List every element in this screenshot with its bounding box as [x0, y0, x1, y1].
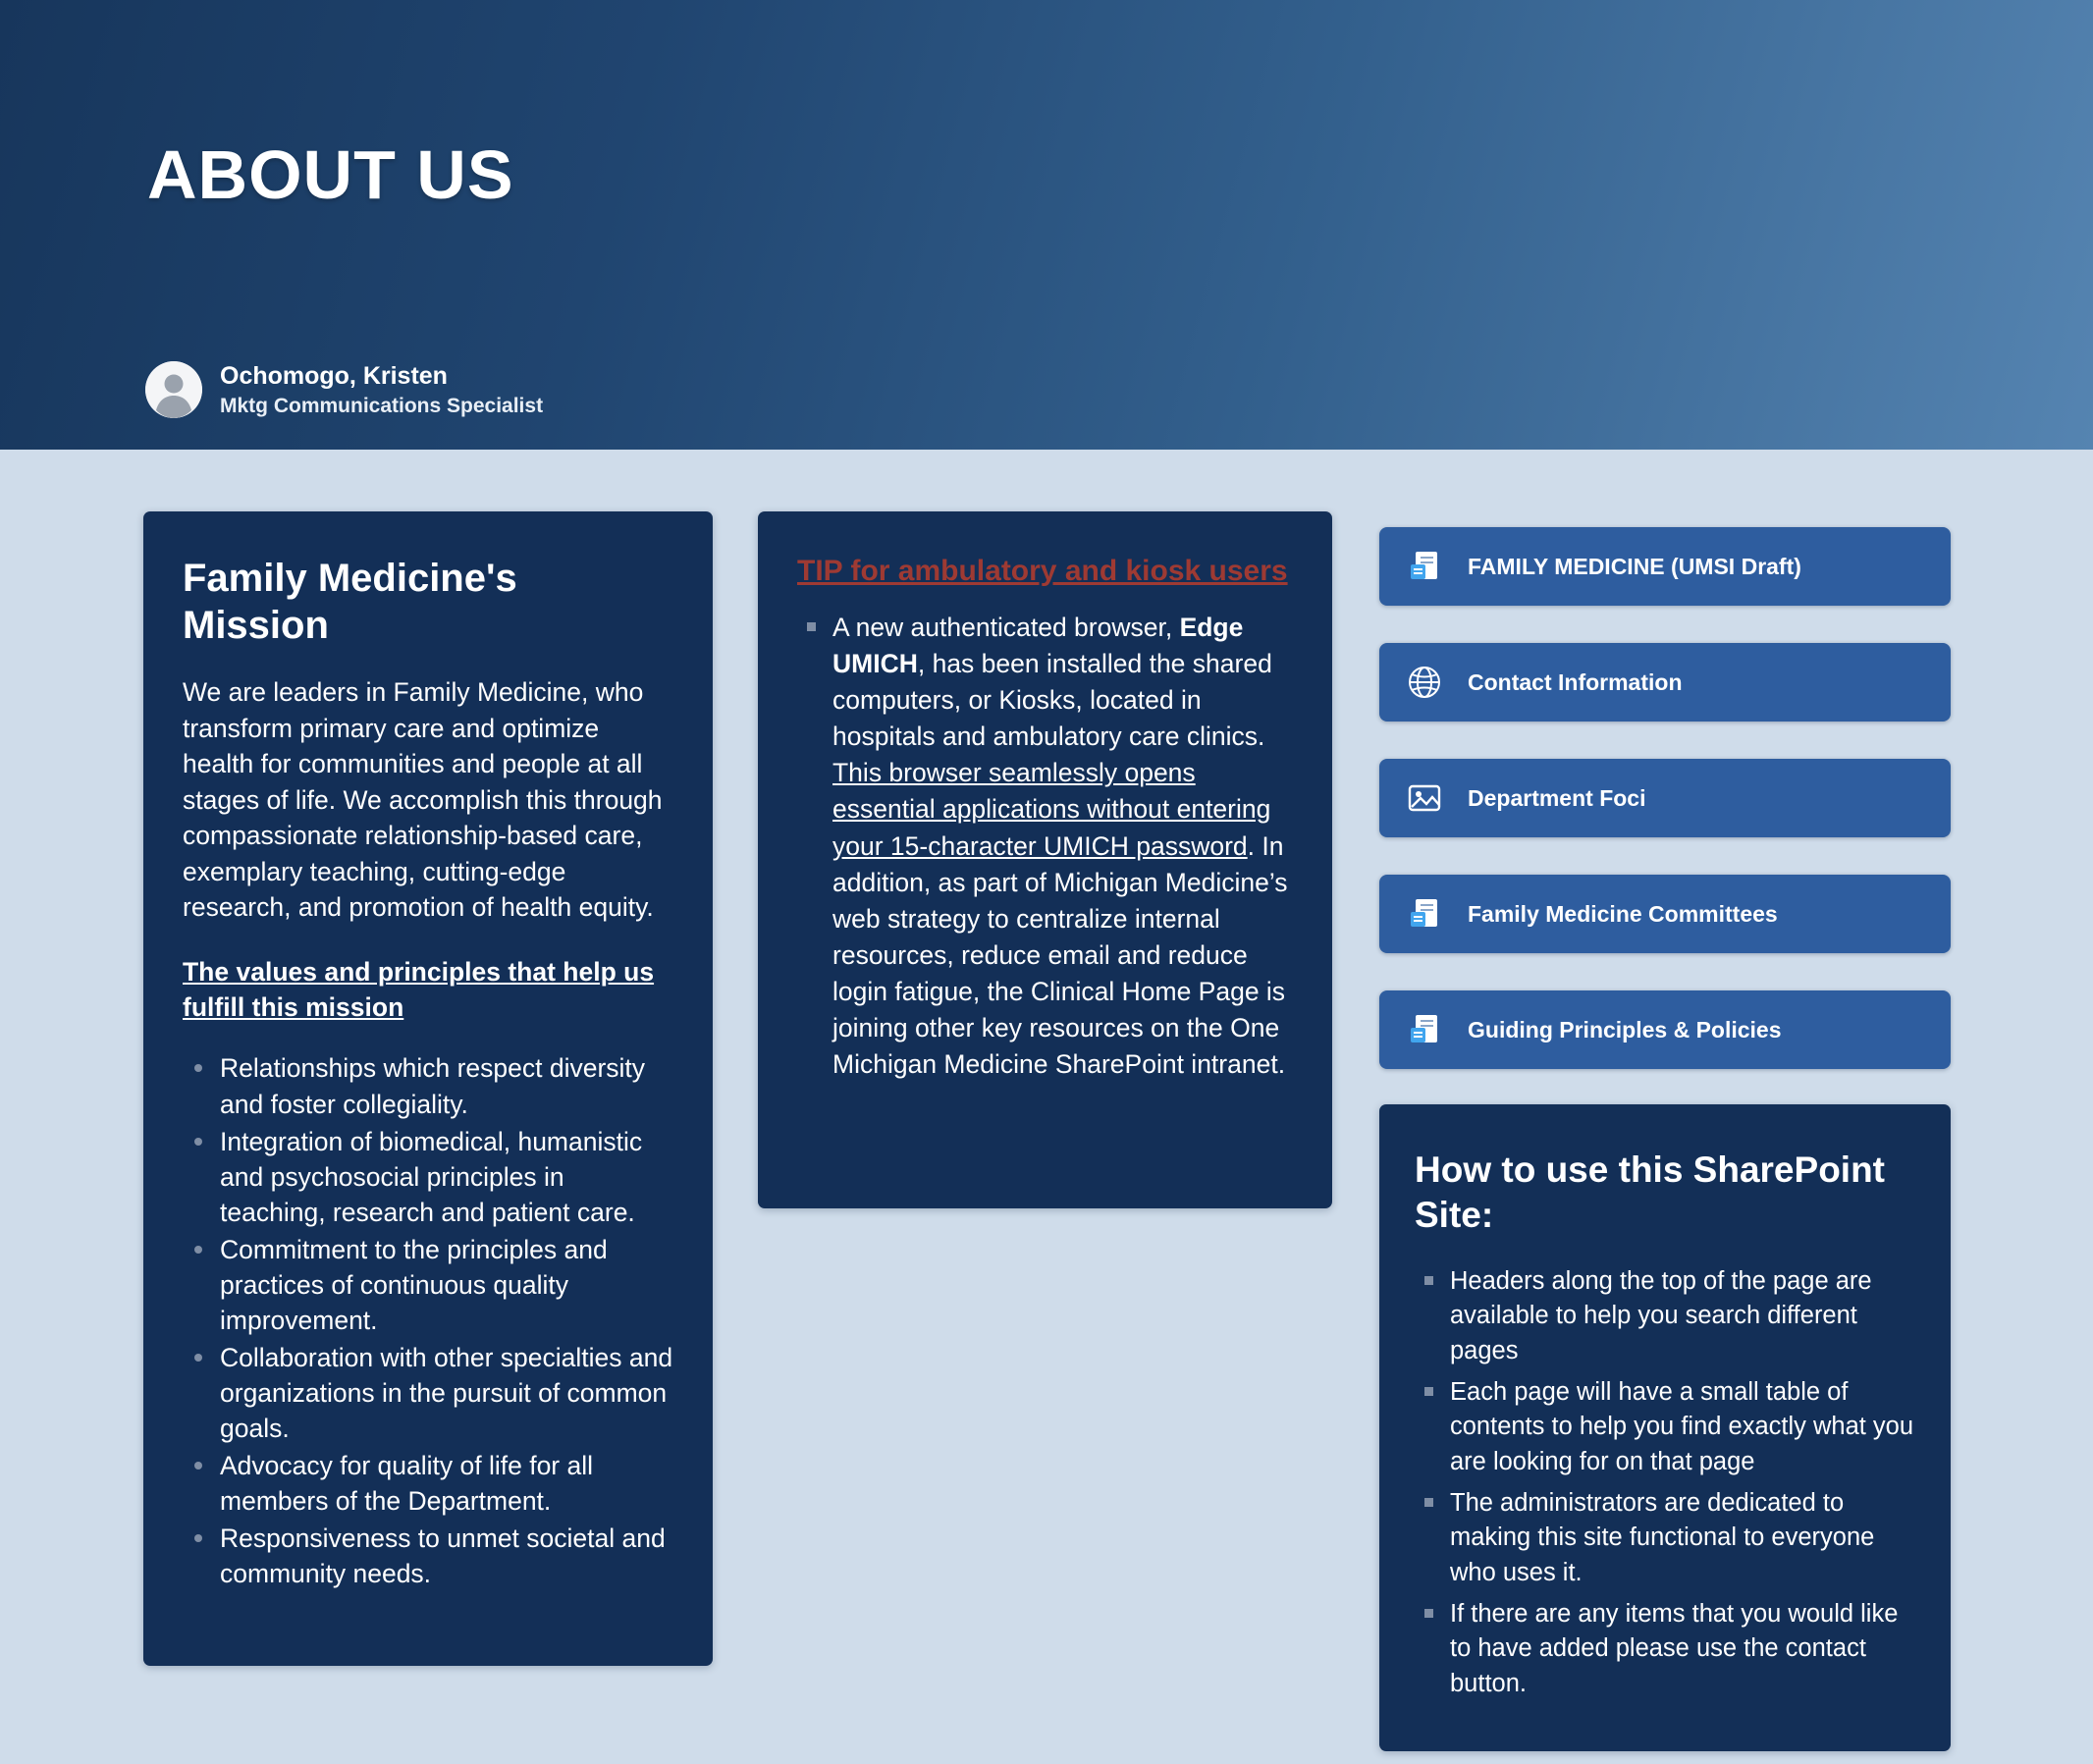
- author-byline[interactable]: [145, 361, 543, 418]
- quick-link-family-medicine-committees[interactable]: [1379, 875, 1951, 953]
- main-content: [0, 450, 2093, 1764]
- author-name: Ochomogo, Kristen: [220, 361, 448, 390]
- tip-bullet-list: [797, 610, 1293, 1083]
- list-item: Integration of biomedical, humanistic and psychosocial principles in teaching, research and patient care.: [187, 1124, 673, 1230]
- list-item: Relationships which respect diversity and foster collegiality.: [187, 1050, 673, 1121]
- quick-link-family-medicine-umsi-draft[interactable]: [1379, 527, 1951, 606]
- page-title: ABOUT US: [147, 136, 514, 213]
- mission-intro: We are leaders in Family Medicine, who transform primary care and optimize health for communities and people at all stages of life. We accomplish this through compassionate relationship-based care, exemplary teaching, cutting-edge research, and promotion of health equity.: [183, 677, 663, 923]
- list-item: Commitment to the principles and practices of continuous quality improvement.: [187, 1232, 673, 1338]
- quick-link-label: Family Medicine Committees: [1468, 900, 1778, 927]
- image-icon: [1405, 778, 1444, 818]
- list-item: Headers along the top of the page are available to help you search different pages: [1415, 1264, 1915, 1369]
- mission-bullet-list: [183, 1050, 673, 1590]
- author-role: Mktg Communications Specialist: [220, 394, 544, 417]
- tip-text-bold: Edge UMICH: [832, 613, 1244, 679]
- mission-title: Family Medicine's Mission: [183, 557, 517, 647]
- document-icon: [1405, 1010, 1444, 1049]
- tip-text-mid: , has been installed the shared computers, or Kiosks, located in hospitals and ambulatory care clinics.: [832, 649, 1272, 752]
- howto-card: [1379, 1104, 1951, 1751]
- tip-text-pre: A new authenticated browser,: [832, 613, 1180, 642]
- list-item: If there are any items that you would like to have added please use the contact button.: [1415, 1597, 1915, 1702]
- tip-text-post: . In addition, as part of Michigan Medicine’s web strategy to centralize internal resources, reduce email and reduce login fatigue, the Clinical Home Page is joining other key resources on the One Michigan Medicine SharePoint intranet.: [832, 830, 1288, 1080]
- list-item: Advocacy for quality of life for all members of the Department.: [187, 1448, 673, 1519]
- document-icon: [1405, 894, 1444, 934]
- globe-icon: [1405, 663, 1444, 702]
- quick-link-label: Guiding Principles & Policies: [1468, 1016, 1782, 1042]
- list-item: [797, 610, 1293, 1083]
- quick-link-label: FAMILY MEDICINE (UMSI Draft): [1468, 553, 1801, 579]
- howto-bullet-list: [1415, 1264, 1915, 1702]
- list-item: Collaboration with other specialties and organizations in the pursuit of common goals.: [187, 1340, 673, 1446]
- list-item: Each page will have a small table of contents to help you find exactly what you are looking for on that page: [1415, 1375, 1915, 1480]
- mission-subheading: The values and principles that help us fulfill this mission: [183, 956, 655, 1022]
- quick-link-guiding-principles-policies[interactable]: [1379, 990, 1951, 1069]
- quick-link-contact-information[interactable]: [1379, 643, 1951, 722]
- tip-title-link[interactable]: TIP for ambulatory and kiosk users: [797, 555, 1288, 587]
- avatar[interactable]: [145, 361, 202, 418]
- page-header-banner: [0, 0, 2093, 450]
- mission-card: [143, 511, 713, 1666]
- quick-link-label: Contact Information: [1468, 668, 1683, 695]
- quick-link-department-foci[interactable]: [1379, 759, 1951, 837]
- tip-card: [758, 511, 1332, 1208]
- list-item: The administrators are dedicated to making this site functional to everyone who uses it.: [1415, 1486, 1915, 1591]
- list-item: Responsiveness to unmet societal and community needs.: [187, 1521, 673, 1591]
- author-text: [220, 362, 543, 418]
- howto-title: How to use this SharePoint Site:: [1415, 1149, 1885, 1236]
- document-icon: [1405, 547, 1444, 586]
- person-icon: [145, 361, 202, 418]
- quick-link-label: Department Foci: [1468, 784, 1646, 811]
- tip-inline-link[interactable]: This browser seamlessly opens essential applications without entering your 15-character UMICH password: [832, 758, 1271, 861]
